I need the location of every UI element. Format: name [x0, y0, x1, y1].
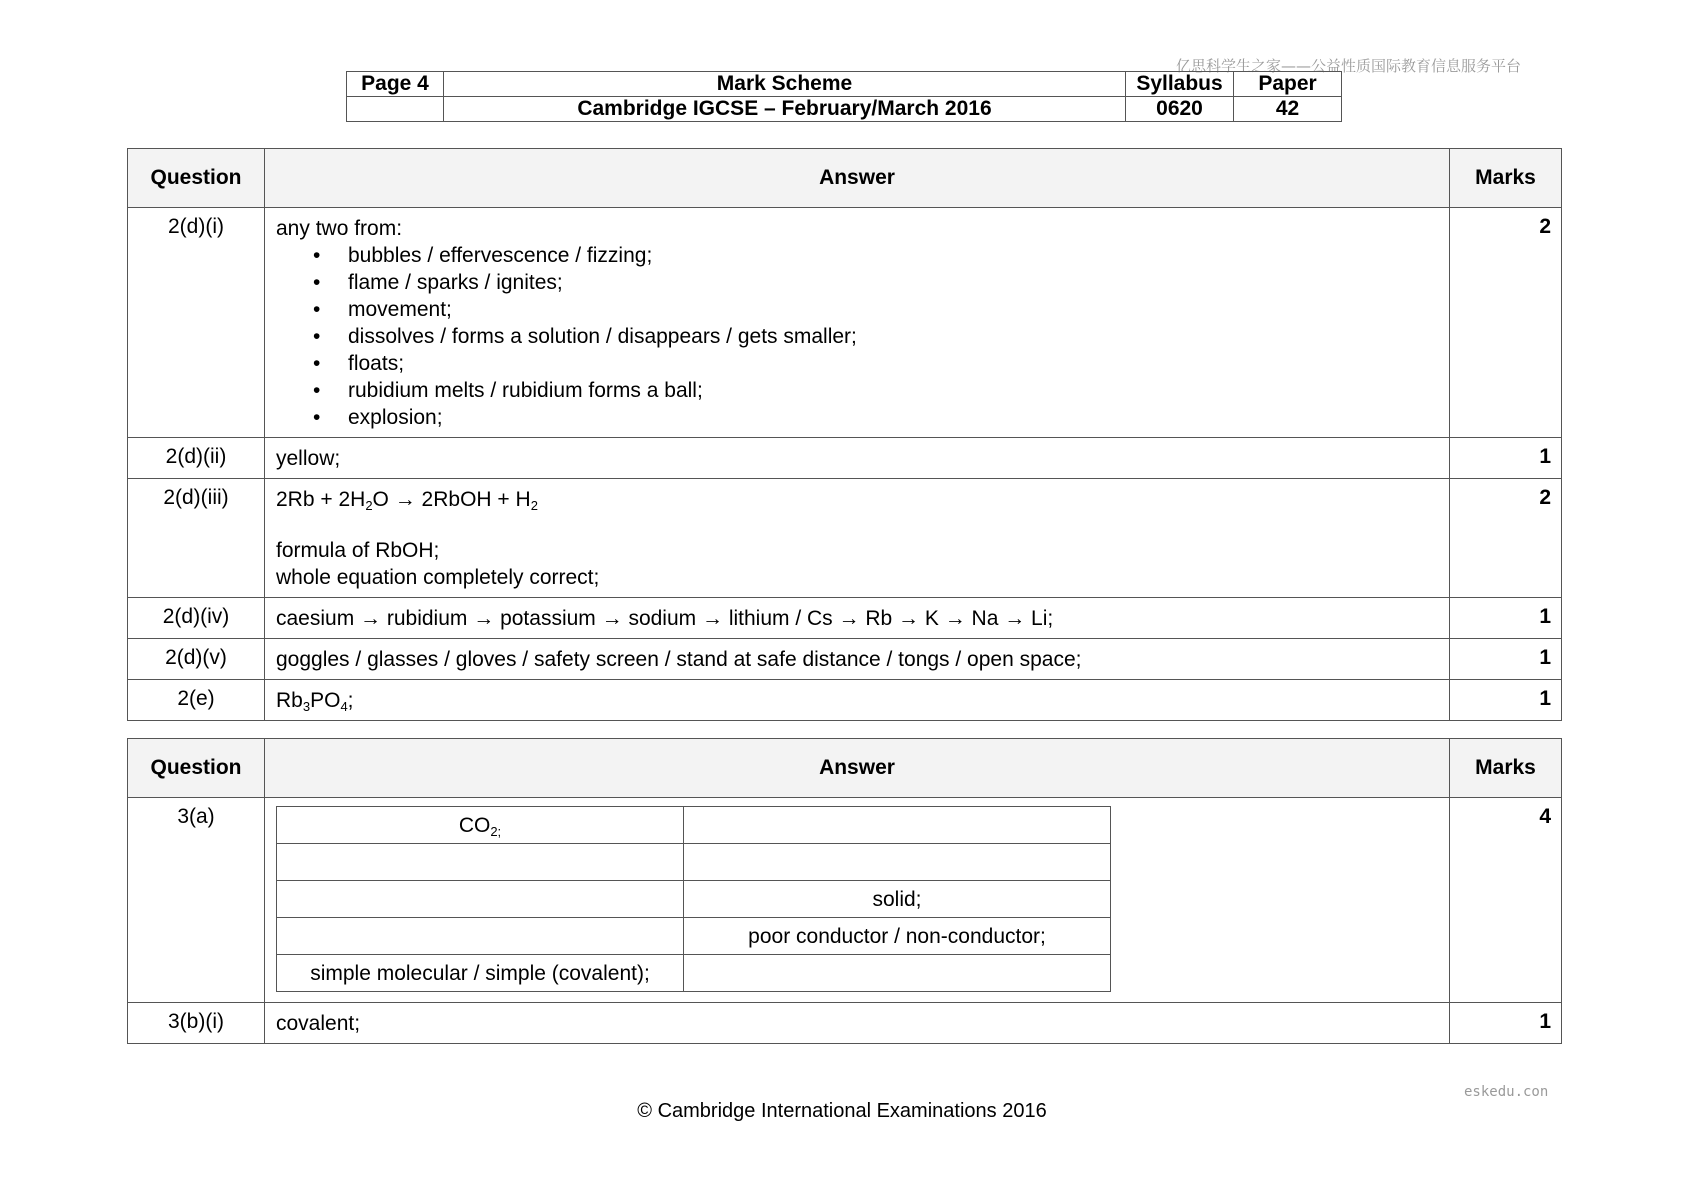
list-item: • floats;	[348, 350, 1439, 377]
table-row	[128, 680, 1562, 721]
page-number: Page 4	[347, 72, 444, 97]
list-item: • rubidium melts / rubidium forms a ball;	[348, 377, 1439, 404]
formula-part: Rb	[276, 689, 303, 712]
list-item: • dissolves / forms a solution / disappears / gets smaller;	[348, 323, 1439, 350]
mark-scheme-table-q2	[127, 148, 1562, 721]
marks-value: 2	[1450, 208, 1562, 438]
spacer	[276, 513, 1439, 537]
answer-header: Answer	[265, 739, 1450, 798]
properties-table	[276, 806, 1111, 992]
watermark-bottom: eskedu.con	[1464, 1084, 1549, 1100]
marks-value: 1	[1450, 680, 1562, 721]
marks-value: 1	[1450, 438, 1562, 479]
doc-subtitle: Cambridge IGCSE – February/March 2016	[444, 97, 1126, 122]
table-row	[128, 639, 1562, 680]
marks-header: Marks	[1450, 149, 1562, 208]
conductivity-cell: poor conductor / non-conductor;	[684, 918, 1111, 955]
formula-part: ;	[347, 689, 354, 712]
table-row	[277, 807, 1111, 844]
table-row	[128, 208, 1562, 438]
equation-part: O → 2RbOH + H	[372, 488, 531, 511]
formula-part: PO	[310, 689, 341, 712]
header-table	[346, 71, 1342, 122]
question-number: 2(d)(iv)	[128, 598, 265, 639]
watermark-top: 亿思科学生之家——公益性质国际教育信息服务平台	[1176, 57, 1522, 75]
subscript: 2	[365, 498, 373, 513]
empty-cell	[277, 918, 684, 955]
answer-line: whole equation completely correct;	[276, 566, 600, 589]
subscript: 2;	[490, 823, 502, 839]
empty-cell	[277, 844, 684, 881]
answer-intro: any two from:	[276, 217, 403, 240]
syllabus-label: Syllabus	[1126, 72, 1234, 97]
answer-bullet-list	[276, 242, 1439, 431]
subscript: 3	[302, 699, 311, 714]
table-header-row	[128, 149, 1562, 208]
question-number: 2(e)	[128, 680, 265, 721]
marks-value: 1	[1450, 598, 1562, 639]
formula-cell	[277, 807, 684, 844]
question-number: 2(d)(ii)	[128, 438, 265, 479]
mark-scheme-table-q3	[127, 738, 1562, 1044]
state-cell: solid;	[684, 881, 1111, 918]
copyright-footer: © Cambridge International Examinations 2016	[637, 1100, 1047, 1122]
answer-line: formula of RbOH;	[276, 539, 440, 562]
empty-cell	[684, 807, 1111, 844]
question-header: Question	[128, 739, 265, 798]
marks-header: Marks	[1450, 739, 1562, 798]
answer-cell	[265, 208, 1450, 438]
list-item: • flame / sparks / ignites;	[348, 269, 1439, 296]
question-number: 3(b)(i)	[128, 1003, 265, 1044]
list-item: • movement;	[348, 296, 1439, 323]
paper-label: Paper	[1234, 72, 1342, 97]
table-row	[128, 1003, 1562, 1044]
question-number: 3(a)	[128, 798, 265, 1003]
answer-cell	[265, 798, 1450, 1003]
table-row	[277, 844, 1111, 881]
question-number: 2(d)(iii)	[128, 479, 265, 598]
table-header-row	[128, 739, 1562, 798]
answer-text: covalent;	[265, 1003, 1450, 1044]
answer-formula	[265, 680, 1450, 721]
table-row	[128, 598, 1562, 639]
empty-cell	[347, 97, 444, 122]
formula-part: CO	[458, 813, 491, 837]
equation-part: 2Rb + 2H	[276, 488, 366, 511]
answer-text: caesium → rubidium → potassium → sodium → lithium / Cs → Rb → K → Na → Li;	[265, 598, 1450, 639]
chemical-equation	[276, 486, 1439, 513]
table-row	[277, 918, 1111, 955]
question-number: 2(d)(v)	[128, 639, 265, 680]
marks-value: 4	[1450, 798, 1562, 1003]
answer-text: yellow;	[265, 438, 1450, 479]
list-item: • bubbles / effervescence / fizzing;	[348, 242, 1439, 269]
answer-cell	[265, 479, 1450, 598]
answer-header: Answer	[265, 149, 1450, 208]
subscript: 4	[340, 699, 348, 714]
table-row	[277, 881, 1111, 918]
structure-cell: simple molecular / simple (covalent);	[277, 955, 684, 992]
table-row	[128, 798, 1562, 1003]
syllabus-code: 0620	[1126, 97, 1234, 122]
marks-value: 1	[1450, 1003, 1562, 1044]
marks-value: 2	[1450, 479, 1562, 598]
question-header: Question	[128, 149, 265, 208]
question-number: 2(d)(i)	[128, 208, 265, 438]
marks-value: 1	[1450, 639, 1562, 680]
empty-cell	[684, 844, 1111, 881]
table-row	[277, 955, 1111, 992]
doc-title: Mark Scheme	[444, 72, 1126, 97]
empty-cell	[684, 955, 1111, 992]
paper-number: 42	[1234, 97, 1342, 122]
list-item: • explosion;	[348, 404, 1439, 431]
table-row	[128, 438, 1562, 479]
answer-text: goggles / glasses / gloves / safety screen / stand at safe distance / tongs / open space;	[265, 639, 1450, 680]
table-row	[128, 479, 1562, 598]
empty-cell	[277, 881, 684, 918]
subscript: 2	[530, 498, 538, 513]
